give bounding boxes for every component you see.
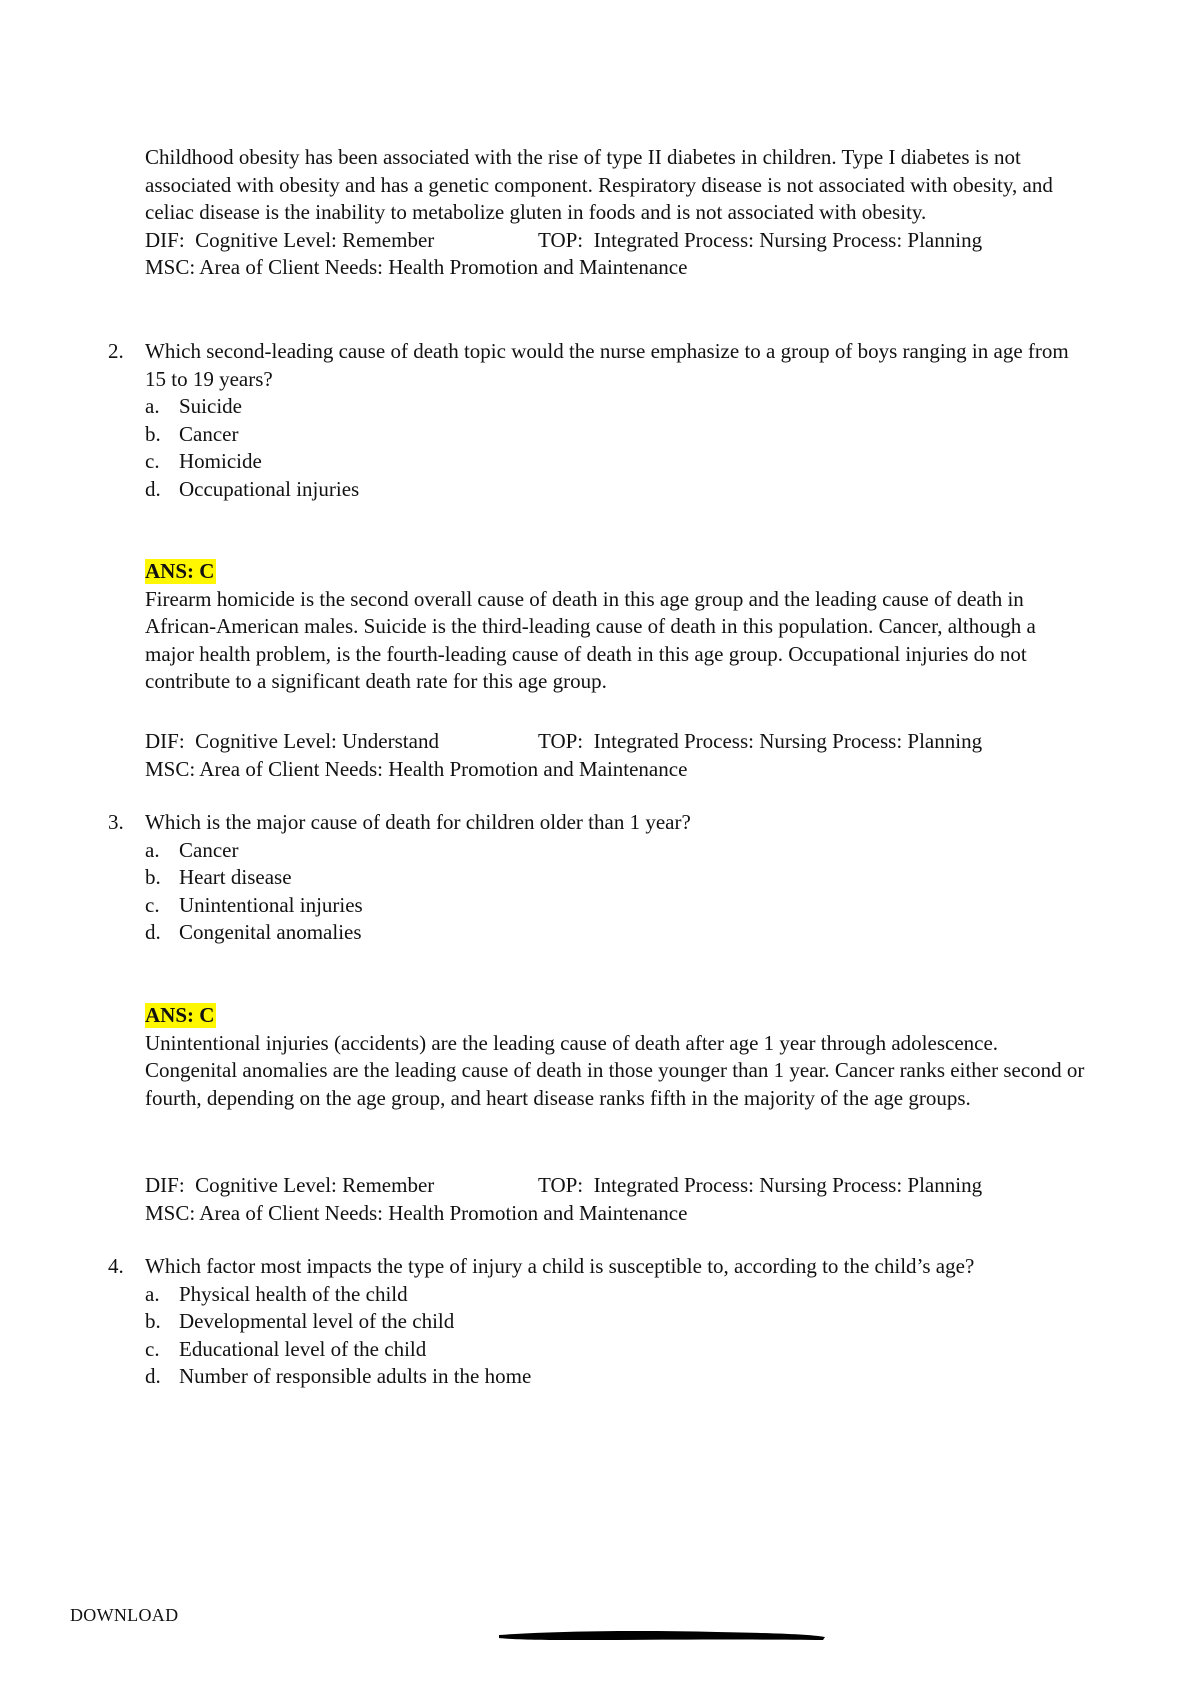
q3-meta xyxy=(145,1172,1085,1227)
question-4 xyxy=(108,1253,1088,1391)
q3-dif: DIF: Cognitive Level: Remember xyxy=(145,1173,435,1197)
option-list xyxy=(108,1281,1088,1391)
q2-dif: DIF: Cognitive Level: Understand xyxy=(145,729,439,753)
question-4-stem-row xyxy=(108,1253,1088,1281)
q2-explanation: Firearm homicide is the second overall cause of death in this age group and the leading cause of death in African-American males. Suicide is the third-leading cause of death in this population. Cancer, although a major health problem, is the fourth-leading cause of death in this age group. Occupational injuries do not contribute to a significant death rate for this age group. xyxy=(145,586,1036,693)
option-list xyxy=(108,837,1088,947)
option-letter: c. xyxy=(145,449,160,473)
option-letter: a. xyxy=(145,837,160,862)
q1-rationale xyxy=(145,144,1085,282)
q2-dif-top-line xyxy=(145,728,1085,756)
option-letter: b. xyxy=(145,1309,161,1333)
q3-msc: MSC: Area of Client Needs: Health Promotion and Maintenance xyxy=(145,1200,688,1225)
question-stem: Which is the major cause of death for children older than 1 year? xyxy=(145,810,691,834)
question-stem: Which factor most impacts the type of injury a child is susceptible to, according to the child’s age? xyxy=(145,1254,975,1278)
option-a xyxy=(108,1281,1088,1309)
option-text: Unintentional injuries xyxy=(179,892,363,917)
option-letter: a. xyxy=(145,394,160,418)
answer-badge: ANS: C xyxy=(145,1003,215,1027)
question-number: 4. xyxy=(108,1254,124,1278)
question-stem: Which second-leading cause of death topic would the nurse emphasize to a group of boys ranging in age from 15 to 19 years? xyxy=(145,339,1069,391)
option-letter: b. xyxy=(145,421,161,446)
q3-explanation: Unintentional injuries (accidents) are the leading cause of death after age 1 year through adolescence. Congenital anomalies are the leading cause of death in those younger than 1 year. Cancer ranks either second or fourth, depending on the age group, and heart disease ranks fifth in the majority of the age groups. xyxy=(145,1030,1085,1110)
q3-dif-top-line xyxy=(145,1172,1085,1200)
redaction-mark xyxy=(497,1628,827,1642)
option-text: Cancer xyxy=(179,421,239,446)
question-number: 3. xyxy=(108,810,124,834)
option-letter: c. xyxy=(145,892,160,917)
option-d xyxy=(108,919,1088,947)
option-d xyxy=(108,1363,1088,1391)
question-2 xyxy=(108,338,1088,503)
option-letter: b. xyxy=(145,865,161,889)
redaction-stroke xyxy=(499,1631,825,1640)
q2-msc: MSC: Area of Client Needs: Health Promotion and Maintenance xyxy=(145,756,688,781)
option-text: Congenital anomalies xyxy=(179,920,362,944)
option-c xyxy=(108,892,1088,920)
option-text: Occupational injuries xyxy=(179,476,360,501)
option-text: Suicide xyxy=(179,394,242,418)
option-list xyxy=(108,393,1088,503)
option-letter: d. xyxy=(145,1364,161,1388)
option-b xyxy=(108,421,1088,449)
option-b xyxy=(108,1308,1088,1336)
q3-rationale xyxy=(145,1002,1085,1112)
option-a xyxy=(108,837,1088,865)
download-label: DOWNLOAD xyxy=(70,1605,179,1625)
q1-dif-top-line xyxy=(145,227,1085,255)
q1-dif: DIF: Cognitive Level: Remember xyxy=(145,227,435,252)
question-3 xyxy=(108,809,1088,947)
option-text: Developmental level of the child xyxy=(179,1309,455,1333)
q2-meta xyxy=(145,728,1085,783)
option-a xyxy=(108,393,1088,421)
question-number: 2. xyxy=(108,339,124,363)
option-letter: c. xyxy=(145,1336,160,1361)
question-2-stem-row xyxy=(108,338,1088,393)
answer-badge: ANS: C xyxy=(145,559,215,583)
q2-rationale xyxy=(145,558,1085,696)
option-b xyxy=(108,864,1088,892)
option-c xyxy=(108,448,1088,476)
option-text: Number of responsible adults in the home xyxy=(179,1364,532,1388)
option-text: Homicide xyxy=(179,449,262,473)
option-d xyxy=(108,476,1088,504)
q1-explanation: Childhood obesity has been associated with the rise of type II diabetes in children. Type I diabetes is not associated with obesity and has a genetic component. Respiratory disease is not associated with obesity, and celiac disease is the inability to metabolize gluten in foods and is not associated with obesity. xyxy=(145,145,1053,224)
q3-top: TOP: Integrated Process: Nursing Process: Planning xyxy=(538,1173,983,1197)
q1-msc: MSC: Area of Client Needs: Health Promotion and Maintenance xyxy=(145,255,688,279)
option-letter: d. xyxy=(145,476,161,501)
option-text: Educational level of the child xyxy=(179,1336,427,1361)
q2-top: TOP: Integrated Process: Nursing Process: Planning xyxy=(538,729,983,753)
option-letter: d. xyxy=(145,920,161,944)
option-text: Cancer xyxy=(179,837,239,862)
option-text: Heart disease xyxy=(179,865,292,889)
q1-top: TOP: Integrated Process: Nursing Process: Planning xyxy=(538,227,983,252)
option-c xyxy=(108,1336,1088,1364)
question-3-stem-row xyxy=(108,809,1088,837)
option-letter: a. xyxy=(145,1281,160,1306)
option-text: Physical health of the child xyxy=(179,1281,408,1306)
